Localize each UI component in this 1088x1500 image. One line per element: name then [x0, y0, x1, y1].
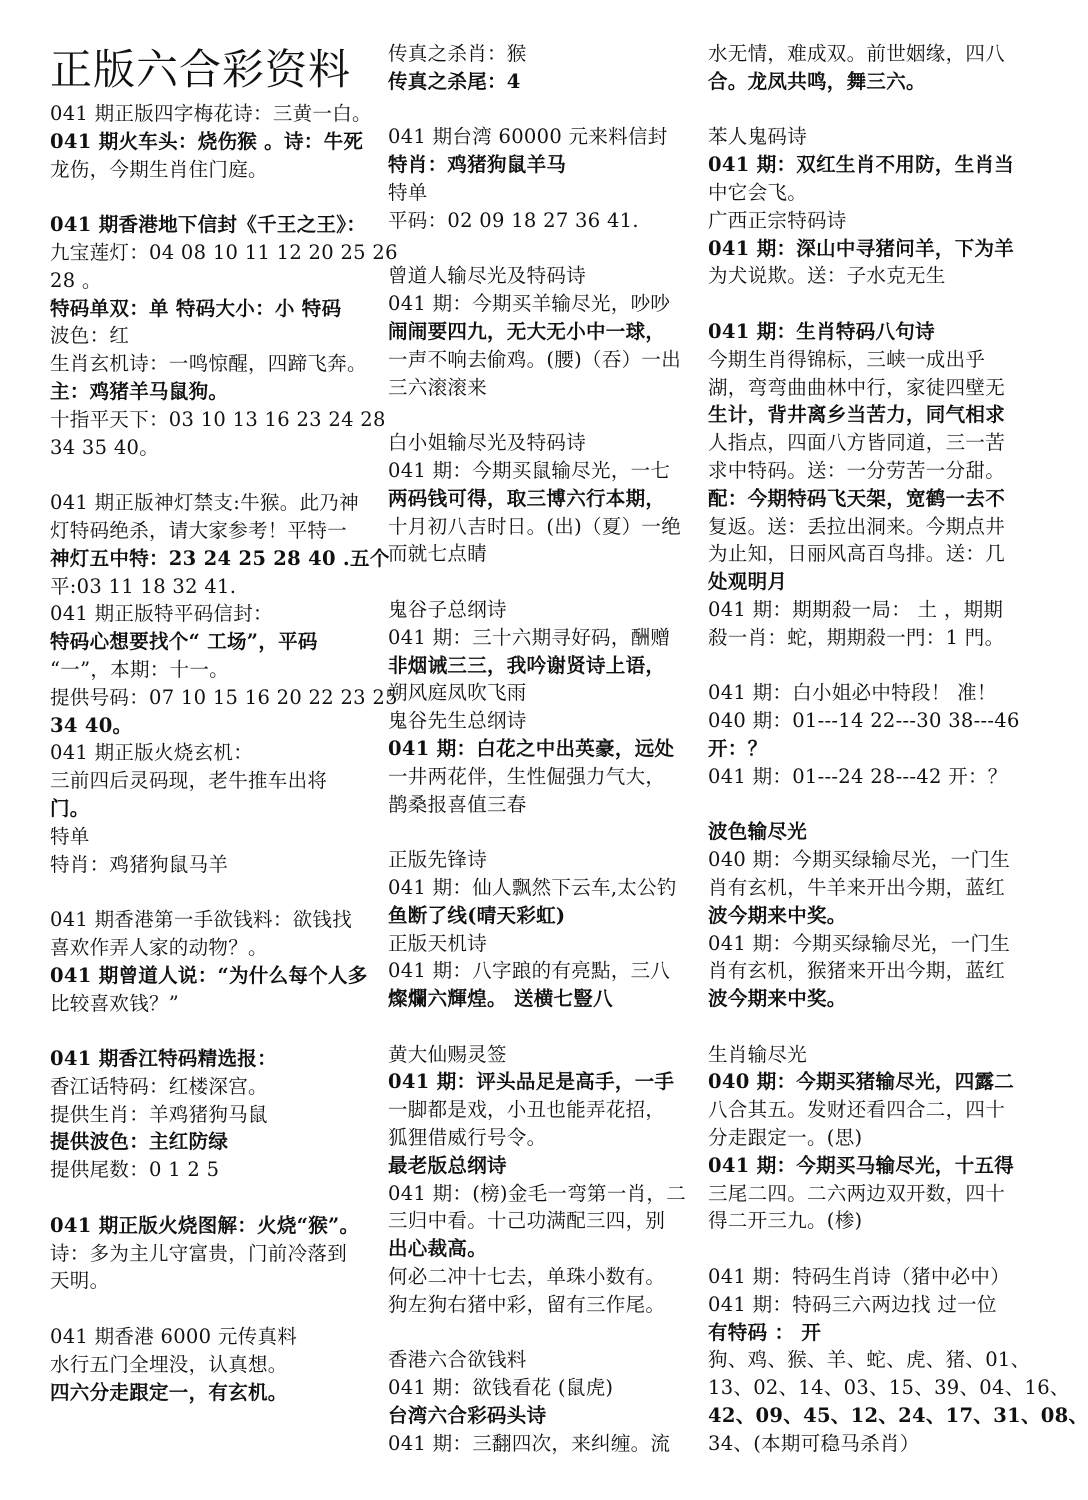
text-line: 黄大仙赐灵签	[388, 1042, 507, 1066]
text-line: 狗、鸡、猴、羊、蛇、虎、猪、01、	[708, 1348, 1031, 1372]
text-line: 灯特码绝杀，请大家参考！平特一	[50, 518, 348, 542]
text-line: 041 期：八字踉的有亮點，三八	[388, 959, 671, 983]
column-right	[708, 40, 1088, 1490]
text-line: 八合其五。发财还看四合二，四十	[708, 1098, 1006, 1122]
text-line: 041 期：今期买马输尽光，十五得	[708, 1153, 1015, 1177]
text-line: 湖，弯弯曲曲林中行，家徒四壁无	[708, 375, 1006, 399]
text-line: 四六分走跟定一，有玄机。	[50, 1380, 288, 1404]
text-line: 狐狸借威行号令。	[388, 1126, 547, 1150]
text-line: 今期生肖得锦标，三峡一成出乎	[708, 347, 986, 371]
text-line: 喜欢作弄人家的动物？。	[50, 935, 268, 959]
text-line: 041 期香港第一手欲钱料：欲钱找	[50, 908, 353, 932]
paragraph-gap	[388, 401, 690, 429]
text-line: 特码单双：单 特码大小：小 特码	[50, 296, 342, 320]
text-line: 041 期：今期买绿输尽光，一门生	[708, 931, 1011, 955]
text-line: 041 期：01---24 28---42 开：？	[708, 764, 1008, 788]
text-line: 041 期：期期殺一局： 土 ，期期	[708, 597, 1004, 621]
text-line: 040 期：今期买猪输尽光，四露二	[708, 1070, 1015, 1094]
text-line: 三尾二四。二六两边双开数，四十	[708, 1181, 1006, 1205]
text-line: 三六滚滚来	[388, 375, 488, 399]
text-line: 狗左狗右猪中彩，留有三作尾。	[388, 1292, 666, 1316]
column-middle-body	[388, 40, 690, 1458]
paragraph-gap	[708, 290, 1028, 318]
text-line: 040 期：今期买绿输尽光，一门生	[708, 848, 1011, 872]
text-line: 人指点，四面八方皆同道，三一苦	[708, 431, 1006, 455]
text-line: 041 期正版火烧玄机：	[50, 741, 254, 765]
text-line: 三归中看。十己功满配三四，别	[388, 1209, 666, 1233]
paragraph-gap	[388, 96, 690, 124]
text-line: 天明。	[50, 1269, 110, 1293]
text-line: 波今期来中奖。	[708, 987, 847, 1011]
text-line: 肖有玄机，牛羊来开出今期，蓝红	[708, 875, 1006, 899]
text-line: 鱼断了线(晴天彩虹)	[388, 903, 566, 927]
text-line: 波今期来中奖。	[708, 903, 847, 927]
text-line: 42、09、45、12、24、17、31、08、	[708, 1404, 1088, 1428]
text-line: 龙伤，今期生肖住门庭。	[50, 157, 268, 181]
text-line: 广西正宗特码诗	[708, 208, 847, 232]
text-line: 生肖输尽光	[708, 1042, 808, 1066]
text-line: 比较喜欢钱？”	[50, 991, 180, 1015]
text-line: 两码钱可得，取三博六行本期，	[388, 486, 666, 510]
text-line: 041 期：(榜)金毛一弯第一肖，二	[388, 1181, 687, 1205]
text-line: 鬼谷子总纲诗	[388, 597, 507, 621]
text-line: 生计，背井离乡当苦力，同气相求	[708, 403, 1006, 427]
text-line: 燦爛六輝煌。 送横七豎八	[388, 987, 613, 1011]
paragraph-gap	[388, 818, 690, 846]
text-line: 九宝莲灯：04 08 10 11 12 20 25 26	[50, 240, 398, 264]
text-line: 041 期：今期买羊输尽光，吵吵	[388, 292, 671, 316]
text-line: 041 期正版四字梅花诗：三黄一白。	[50, 102, 372, 125]
text-line: 34、(本期可稳马杀肖）	[708, 1431, 920, 1455]
text-line: 有特码 ： 开	[708, 1320, 822, 1344]
text-line: 041 期火车头：烧伤猴 。诗：牛死	[50, 129, 364, 153]
text-line: 传真之杀肖：猴	[388, 42, 527, 65]
text-line: 出心裁高。	[388, 1237, 488, 1261]
text-line: 041 期台湾 60000 元来料信封	[388, 125, 668, 149]
text-line: 香江话特码：红楼深宫。	[50, 1074, 268, 1098]
text-line: 诗：多为主儿守富贵，门前冷落到	[50, 1241, 348, 1265]
text-line: 特单	[50, 824, 90, 848]
text-line: 中它会飞。	[708, 180, 808, 204]
text-line: 十月初八吉时日。(出)（夏）一绝	[388, 514, 682, 538]
text-line: 041 期：特码三六两边找 过一位	[708, 1292, 997, 1316]
paragraph-gap	[50, 183, 370, 211]
text-line: 香港六合欲钱料	[388, 1348, 527, 1372]
text-line: 得二开三九。(椮)	[708, 1209, 863, 1233]
text-line: 合。龙凤共鸣，舞三六。	[708, 69, 926, 93]
paragraph-gap	[708, 791, 1028, 819]
text-line: 041 期：评头品足是高手，一手	[388, 1070, 675, 1094]
text-line: 处观明月	[708, 570, 788, 594]
paragraph-gap	[388, 568, 690, 596]
text-line: 正版天机诗	[388, 931, 488, 955]
text-line: 鹊桑报喜值三春	[388, 792, 527, 816]
text-line: 34 40。	[50, 713, 133, 737]
text-line: 提供尾数：0 1 2 5	[50, 1158, 220, 1182]
text-line: 神灯五中特：23 24 25 28 40 .五个	[50, 546, 390, 570]
text-line: 复返。送：丢拉出洞来。今期点井	[708, 514, 1006, 538]
text-line: 开：？	[708, 736, 768, 760]
text-line: 而就七点睛	[388, 542, 488, 566]
text-line: 041 期：今期买鼠输尽光，一七	[388, 458, 671, 482]
text-line: 主：鸡猪羊马鼠狗。	[50, 379, 229, 403]
text-line: 28 。	[50, 268, 102, 292]
text-line: 鬼谷先生总纲诗	[388, 709, 527, 733]
text-line: 三前四后灵码现，老牛推车出将	[50, 769, 328, 793]
text-line: 041 期：特码生肖诗（猪中必中）	[708, 1265, 1011, 1289]
text-line: 34 35 40。	[50, 435, 160, 459]
text-line: 水无情，难成双。前世姻缘，四八	[708, 42, 1006, 65]
text-line: 041 期香港地下信封《千王之王》：	[50, 213, 367, 237]
text-line: 一声不响去偷鸡。(腰)（吞）一出	[388, 347, 682, 371]
text-line: 041 期：双红生肖不用防，生肖当	[708, 153, 1015, 177]
text-line: 041 期：生肖特码八句诗	[708, 319, 935, 343]
text-line: 白小姐输尽光及特码诗	[388, 431, 587, 455]
paragraph-gap	[708, 652, 1028, 680]
text-line: 最老版总纲诗	[388, 1153, 507, 1177]
text-line: 041 期香江特码精选报：	[50, 1047, 277, 1071]
paragraph-gap	[708, 1235, 1028, 1263]
text-line: 台湾六合彩码头诗	[388, 1404, 547, 1428]
column-left-body	[50, 100, 398, 1406]
paragraph-gap	[50, 1295, 370, 1323]
text-line: 配：今期特码飞天架，宽鹤一去不	[708, 486, 1006, 510]
text-line: 门。	[50, 796, 90, 820]
column-middle	[388, 40, 690, 1490]
text-line: 水行五门全埋没，认真想。	[50, 1352, 288, 1376]
text-line: 041 期：三十六期寻好码，酬赠	[388, 625, 671, 649]
text-line: 041 期香港 6000 元传真料	[50, 1325, 298, 1349]
text-line: 闹闹要四九，无大无小中一球，	[388, 319, 666, 343]
text-line: 平:03 11 18 32 41.	[50, 574, 237, 598]
text-line: 何必二冲十七去，单珠小数有。	[388, 1265, 666, 1289]
text-line: 特码心想要找个“ 工场”，平码	[50, 630, 318, 654]
text-line: 提供生肖：羊鸡猪狗马鼠	[50, 1102, 268, 1126]
text-line: 041 期：仙人飘然下云车,太公钓	[388, 875, 677, 899]
column-right-body	[708, 40, 1088, 1458]
text-line: 040 期：01---14 22---30 38---46	[708, 709, 1020, 733]
text-line: 041 期：深山中寻猪问羊，下为羊	[708, 236, 1015, 260]
paragraph-gap	[50, 878, 370, 906]
text-line: 波色输尽光	[708, 820, 808, 844]
paragraph-gap	[50, 1184, 370, 1212]
paragraph-gap	[388, 1013, 690, 1041]
text-line: 传真之杀尾：4	[388, 69, 521, 93]
paragraph-gap	[388, 1319, 690, 1347]
page-title: 正版六合彩资料	[50, 45, 352, 94]
text-line: “一”，本期：十一。	[50, 657, 229, 681]
text-line: 特单	[388, 180, 428, 204]
text-line: 一井两花伴，生性倔强力气大，	[388, 764, 666, 788]
text-line: 提供波色：主红防绿	[50, 1130, 229, 1154]
text-line: 041 期正版神灯禁支:牛猴。此乃神	[50, 491, 359, 515]
text-line: 苯人鬼码诗	[708, 125, 808, 149]
text-line: 041 期正版特平码信封：	[50, 602, 273, 626]
text-line: 分走跟定一。(思)	[708, 1126, 863, 1150]
text-line: 041 期正版火烧图解：火烧“猴”。	[50, 1213, 360, 1237]
paragraph-gap	[388, 235, 690, 263]
text-line: 041 期曾道人说：“为什么每个人多	[50, 963, 368, 987]
column-left	[50, 40, 398, 1490]
text-line: 一脚都是戏，小丑也能弄花招，	[388, 1098, 666, 1122]
text-line: 13、02、14、03、15、39、04、16、	[708, 1376, 1070, 1400]
text-line: 平码：02 09 18 27 36 41.	[388, 208, 639, 232]
text-line: 非烟诫三三，我吟谢贤诗上语，	[388, 653, 666, 677]
text-line: 为止知，日丽风高百鸟排。送：几	[708, 542, 1006, 566]
text-line: 提供号码：07 10 15 16 20 22 23 25	[50, 685, 398, 709]
text-line: 求中特码。送：一分劳苦一分甜。	[708, 458, 1006, 482]
text-line: 特肖：鸡猪狗鼠羊马	[388, 153, 567, 177]
paragraph-gap	[50, 461, 370, 489]
text-line: 十指平天下：03 10 13 16 23 24 28	[50, 407, 386, 431]
text-line: 041 期：白小姐必中特段！ 准！	[708, 681, 997, 705]
text-line: 朔风庭凤吹飞雨	[388, 681, 527, 705]
text-line: 正版先锋诗	[388, 848, 488, 872]
text-line: 041 期：欲钱看花 (鼠虎)	[388, 1376, 614, 1400]
text-line: 殺一肖：蛇，期期殺一門：1 門。	[708, 625, 1005, 649]
text-line: 生肖玄机诗：一鸣惊醒，四蹄飞奔。	[50, 352, 367, 376]
text-line: 为犬说欺。送：子水克无生	[708, 264, 946, 288]
text-line: 041 期：三翻四次，来纠缠。流	[388, 1431, 671, 1455]
text-line: 曾道人输尽光及特码诗	[388, 264, 587, 288]
text-line: 波色：红	[50, 324, 130, 348]
paragraph-gap	[708, 96, 1028, 124]
text-line: 肖有玄机，猴猪来开出今期，蓝红	[708, 959, 1006, 983]
text-line: 041 期：白花之中出英豪，远处	[388, 736, 675, 760]
paragraph-gap	[50, 1017, 370, 1045]
paragraph-gap	[708, 1013, 1028, 1041]
text-line: 特肖：鸡猪狗鼠马羊	[50, 852, 229, 876]
